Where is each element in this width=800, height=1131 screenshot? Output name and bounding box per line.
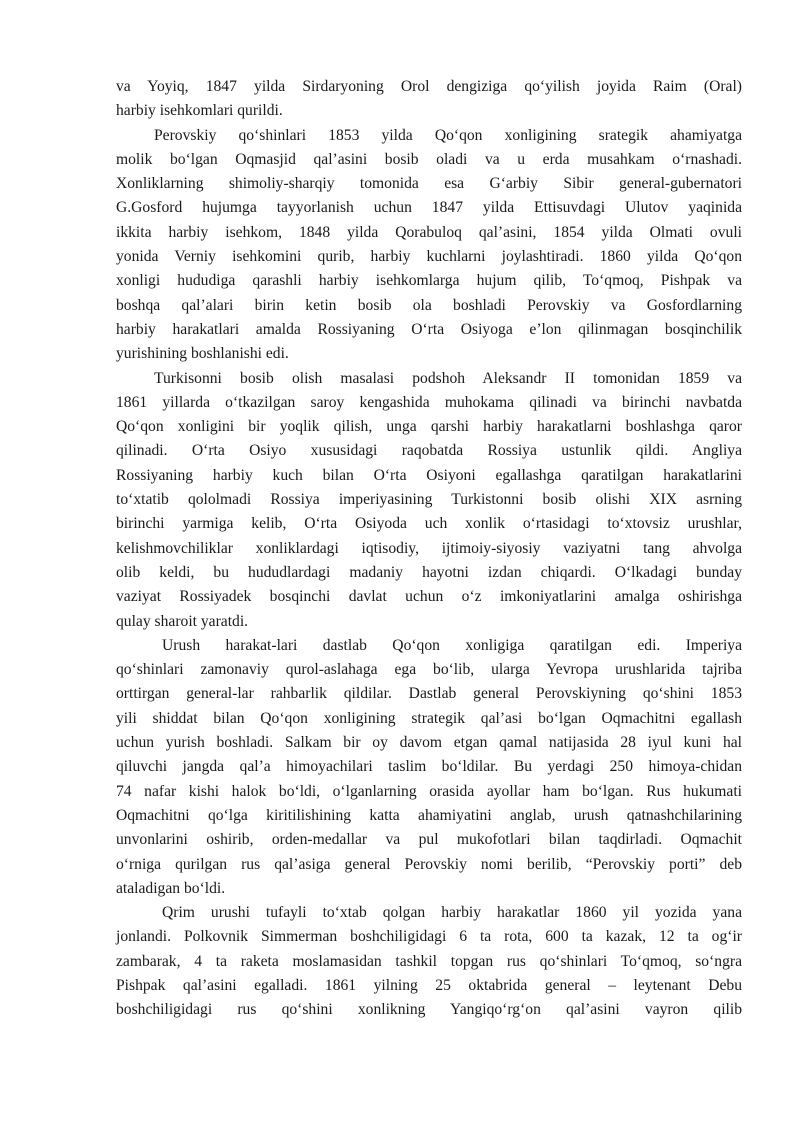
paragraph-p1 — [116, 75, 742, 124]
text-line: ikkita harbiy isehkom, 1848 yilda Qorabuloq qal’asini, 1854 yilda Olmati ovuli — [116, 223, 742, 241]
text-line: olib keldi, bu hududlardagi madaniy hayotni izdan chiqardi. O‘lkadagi bunday — [116, 563, 742, 581]
text-line: qulay sharoit yaratdi. — [116, 612, 249, 630]
paragraph-p2 — [116, 124, 742, 367]
text-line: molik bo‘lgan Oqmasjid qal’asini bosib oladi va u erda musahkam o‘rnashadi. — [116, 150, 742, 168]
text-line: jonlandi. Polkovnik Simmerman boshchiligidagi 6 ta rota, 600 ta kazak, 12 ta og‘ir — [116, 928, 742, 946]
text-line: yonida Verniy isehkomini qurib, harbiy kuchlarni joylashtiradi. 1860 yilda Qo‘qon — [116, 248, 742, 266]
text-line: Qo‘qon xonligini bir yoqlik qilish, unga qarshi harbiy harakatlarni boshlashga qaror — [116, 418, 742, 436]
text-line: harbiy isehkomlari qurildi. — [116, 102, 283, 120]
paragraph-p5 — [116, 901, 742, 1022]
text-line: 74 nafar kishi halok bo‘ldi, o‘lganlarning orasida ayollar ham bo‘lgan. Rus hukumati — [116, 782, 742, 800]
text-line: zambarak, 4 ta raketa moslamasidan tashkil topgan rus qo‘shinlari To‘qmoq, so‘ngra — [116, 952, 742, 970]
text-line: yurishining boshlanishi edi. — [116, 345, 289, 363]
paragraph-p3 — [116, 367, 742, 634]
paragraph-p4 — [116, 634, 742, 901]
text-line: qilinadi. O‘rta Osiyo xususidagi raqobatda Rossiya ustunlik qildi. Angliya — [116, 442, 742, 460]
text-line: Xonliklarning shimoliy-sharqiy tomonida esa G‘arbiy Sibir general-gubernatori — [116, 175, 742, 193]
text-line: yili shiddat bilan Qo‘qon xonligining strategik qal’asi bo‘lgan Oqmachitni egallash — [116, 709, 742, 727]
text-line: qiluvchi jangda qal’a himoyachilari taslim bo‘ldilar. Bu yerdagi 250 himoya-chidan — [116, 758, 742, 776]
text-line: va Yoyiq, 1847 yilda Sirdaryoning Orol dengiziga qo‘yilish joyida Raim (Oral) — [116, 78, 742, 95]
text-line: boshqa qal’alari birin ketin bosib ola boshladi Perovskiy va Gosfordlarning — [116, 296, 742, 314]
text-line: ataladigan bo‘ldi. — [116, 879, 226, 897]
text-line: Perovskiy qo‘shinlari 1853 yilda Qo‘qon xonligining srategik ahamiyatga — [154, 126, 742, 144]
text-line: Rossiyaning harbiy kuch bilan O‘rta Osiyoni egallashga qaratilgan harakatlarini — [116, 466, 742, 484]
text-line: Urush harakat-lari dastlab Qo‘qon xonligiga qaratilgan edi. Imperiya — [162, 636, 742, 654]
text-line: qo‘shinlari zamonaviy qurol-aslahaga ega bo‘lib, ularga Yevropa urushlarida tajriba — [116, 661, 742, 679]
text-line: 1861 yillarda o‘tkazilgan saroy kengashida muhokama qilinadi va birinchi navbatda — [116, 393, 742, 411]
text-line: o‘rniga qurilgan rus qal’asiga general Perovskiy nomi berilib, “Perovskiy porti” deb — [116, 855, 742, 873]
text-line: birinchi yarmiga kelib, O‘rta Osiyoda uch xonlik o‘rtasidagi to‘xtovsiz urushlar, — [116, 515, 742, 533]
text-line: Pishpak qal’asini egalladi. 1861 yilning 25 oktabrida general – leytenant Debu — [116, 976, 742, 994]
text-line: boshchiligidagi rus qo‘shini xonlikning Yangiqo‘rg‘on qal’asini vayron qilib — [116, 1001, 742, 1019]
text-line: to‘xtatib qololmadi Rossiya imperiyasining Turkistonni bosib olishi XIX asrning — [116, 491, 742, 509]
text-line: xonligi hududiga qarashli harbiy isehkomlarga hujum qilib, To‘qmoq, Pishpak va — [116, 272, 742, 290]
text-line: uchun yurish boshladi. Salkam bir oy davom etgan qamal natijasida 28 iyul kuni hal — [116, 734, 742, 752]
text-line: Qrim urushi tufayli to‘xtab qolgan harbiy harakatlar 1860 yil yozida yana — [162, 904, 742, 922]
text-line: Turkisonni bosib olish masalasi podshoh Aleksandr II tomonidan 1859 va — [154, 369, 742, 387]
text-line: kelishmovchiliklar xonliklardagi iqtisodiy, ijtimoiy-siyosiy vaziyatni tang ahvolga — [116, 539, 742, 557]
text-line: unvonlarini oshirib, orden-medallar va pul mukofotlari bilan taqdirladi. Oqmachit — [116, 831, 742, 849]
text-line: G.Gosford hujumga tayyorlanish uchun 1847 yilda Ettisuvdagi Ulutov yaqinida — [116, 199, 742, 217]
text-line: orttirgan general-lar rahbarlik qildilar. Dastlab general Perovskiyning qo‘shini 1853 — [116, 685, 742, 703]
text-line: Oqmachitni qo‘lga kiritilishining katta ahamiyatini anglab, urush qatnashchilarining — [116, 806, 742, 824]
text-line: harbiy harakatlari amalda Rossiyaning O‘rta Osiyoga e’lon qilinmagan bosqinchilik — [116, 320, 742, 338]
document-body — [116, 75, 742, 1023]
text-line: vaziyat Rossiyadek bosqinchi davlat uchun o‘z imkoniyatlarini amalga oshirishga — [116, 588, 742, 606]
